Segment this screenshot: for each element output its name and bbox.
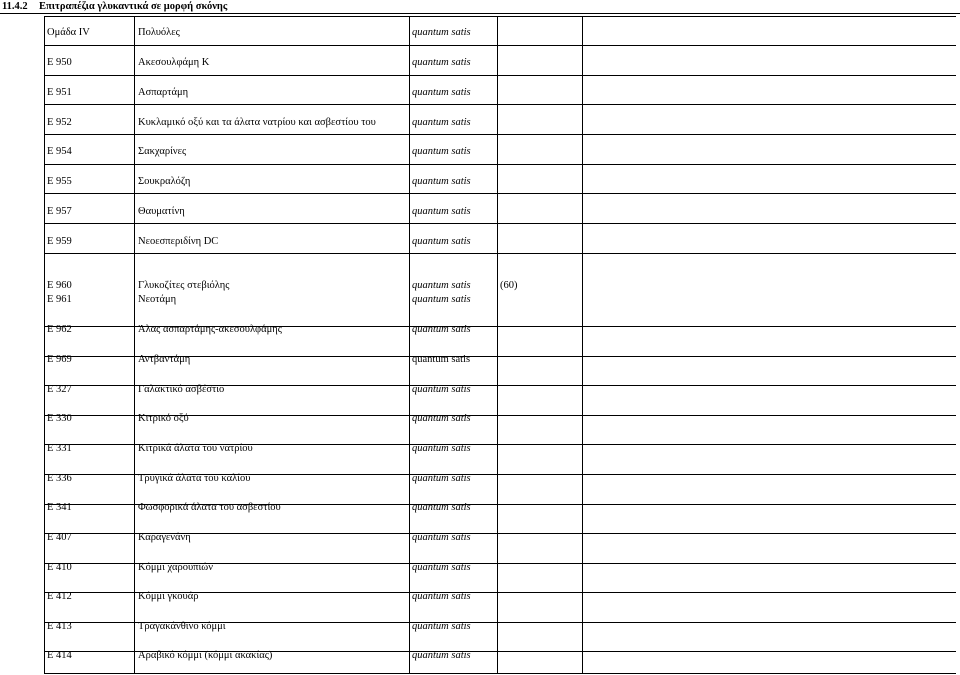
row-rule (44, 253, 956, 254)
additive-name: Αντβαντάμη (138, 354, 191, 365)
additive-name: Καραγενάνη (138, 532, 191, 543)
max-level: quantum satis (412, 206, 471, 217)
additive-code: Ε 412 (47, 591, 72, 602)
column-rule (409, 16, 410, 674)
additive-code: Ε 407 (47, 532, 72, 543)
additive-code: Ε 952 (47, 117, 72, 128)
max-level: quantum satis (412, 280, 471, 291)
additive-code: Ε 960 (47, 280, 72, 291)
additive-name: Κόμμι γκουάρ (138, 591, 199, 602)
additive-code: Ε 955 (47, 176, 72, 187)
max-level: quantum satis (412, 324, 471, 335)
additive-name: Τραγακάνθινο κόμμι (138, 621, 226, 632)
max-level: quantum satis (412, 473, 471, 484)
additive-name: Θαυματίνη (138, 206, 185, 217)
max-level: quantum satis (412, 57, 471, 68)
additive-code: Ε 957 (47, 206, 72, 217)
additive-name: Νεοτάμη (138, 294, 177, 305)
column-rule (582, 16, 583, 674)
additive-code: Ε 341 (47, 502, 72, 513)
row-rule (44, 673, 956, 674)
additive-name: Κιτρικό οξύ (138, 413, 189, 424)
additive-code: Ε 410 (47, 562, 72, 573)
max-level: quantum satis (412, 443, 471, 454)
additive-code: Ε 327 (47, 384, 72, 395)
additive-code: Ε 951 (47, 87, 72, 98)
max-level: quantum satis (412, 502, 471, 513)
additives-table (44, 16, 956, 674)
row-rule (44, 193, 956, 194)
additive-code: Ε 331 (47, 443, 72, 454)
max-level: quantum satis (412, 117, 471, 128)
max-level: quantum satis (412, 562, 471, 573)
row-rule (44, 134, 956, 135)
additive-name: Κιτρικά άλατα του νατρίου (138, 443, 253, 454)
section-number: 11.4.2 (2, 1, 28, 12)
column-rule (497, 16, 498, 674)
additive-code: Ε 330 (47, 413, 72, 424)
additive-name: Τρυγικά άλατα του καλίου (138, 473, 251, 484)
additive-name: Γλυκοζίτες στεβιόλης (138, 280, 230, 291)
column-rule (44, 16, 45, 674)
max-level: quantum satis (412, 294, 471, 305)
max-level: quantum satis (412, 532, 471, 543)
section-heading (0, 0, 227, 13)
additive-name: Κυκλαμικό οξύ και τα άλατα νατρίου και ασβεστίου του (138, 117, 376, 128)
max-level: quantum satis (412, 384, 471, 395)
additive-code: Ομάδα IV (47, 27, 90, 38)
row-rule (44, 75, 956, 76)
row-rule (44, 223, 956, 224)
additive-code: Ε 961 (47, 294, 72, 305)
additive-name: Άλας ασπαρτάμης-ακεσουλφάμης (138, 324, 282, 335)
additive-code: Ε 336 (47, 473, 72, 484)
max-level: quantum satis (412, 176, 471, 187)
max-level: quantum satis (412, 413, 471, 424)
additive-code: Ε 413 (47, 621, 72, 632)
additive-code: Ε 962 (47, 324, 72, 335)
additive-name: Σακχαρίνες (138, 146, 187, 157)
additive-name: Νεοεσπεριδίνη DC (138, 236, 219, 247)
additive-code: Ε 950 (47, 57, 72, 68)
row-rule (44, 104, 956, 105)
additive-name: Αραβικό κόμμι (κόμμι ακακίας) (138, 650, 273, 661)
column-rule (134, 16, 135, 674)
row-rule (44, 16, 956, 17)
additive-code: Ε 954 (47, 146, 72, 157)
section-title: Επιτραπέζια γλυκαντικά σε μορφή σκόνης (39, 1, 228, 12)
additive-name: Φωσφορικά άλατα του ασβεστίου (138, 502, 281, 513)
heading-rule (0, 13, 960, 14)
additive-name: Ακεσουλφάμη Κ (138, 57, 210, 68)
additive-code: Ε 959 (47, 236, 72, 247)
max-level: quantum satis (412, 87, 471, 98)
max-level: quantum satis (412, 621, 471, 632)
row-rule (44, 45, 956, 46)
additive-code: Ε 969 (47, 354, 72, 365)
max-level: quantum satis (412, 236, 471, 247)
max-level: quantum satis (412, 146, 471, 157)
max-level: quantum satis (412, 354, 471, 365)
additive-name: Γαλακτικό ασβέστιο (138, 384, 225, 395)
additive-name: Κόμμι χαρουπιών (138, 562, 213, 573)
additive-name: Πολυόλες (138, 27, 180, 38)
max-level: quantum satis (412, 650, 471, 661)
row-rule (44, 164, 956, 165)
footnote-ref: (60) (500, 280, 518, 291)
additive-name: Ασπαρτάμη (138, 87, 189, 98)
max-level: quantum satis (412, 591, 471, 602)
additive-name: Σουκραλόζη (138, 176, 191, 187)
additive-code: Ε 414 (47, 650, 72, 661)
max-level: quantum satis (412, 27, 471, 38)
